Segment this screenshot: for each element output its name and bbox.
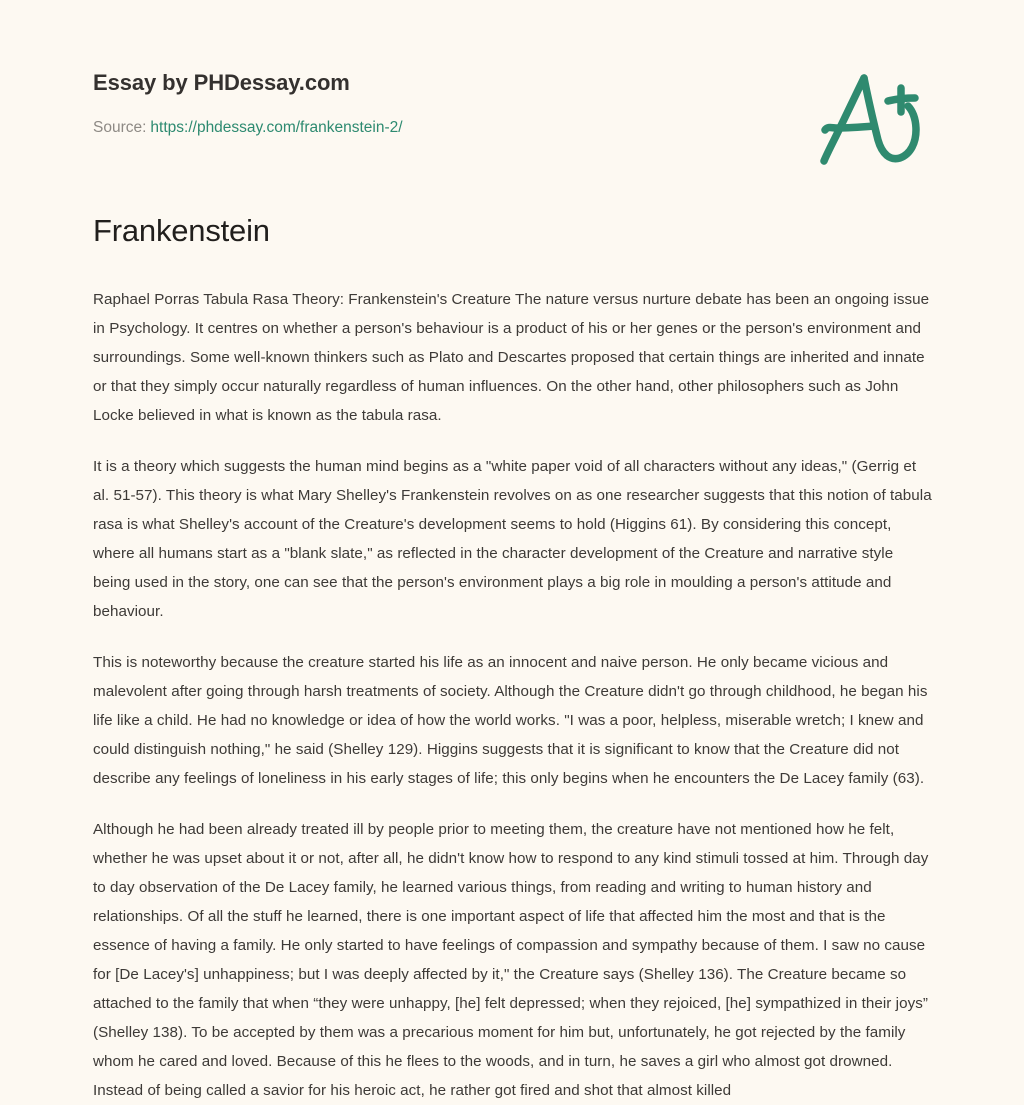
article-body	[93, 212, 933, 1105]
a-plus-logo-icon	[812, 68, 930, 170]
paragraph: Raphael Porras Tabula Rasa Theory: Frankenstein's Creature The nature versus nurture debate has been an ongoing issue in Psychology. It centres on whether a person's behaviour is a product of his or her genes or the person's environment and surroundings. Some well-known thinkers such as Plato and Descartes proposed that certain things are inherited and innate or that they simply occur naturally regardless of human influences. On the other hand, other philosophers such as John Locke believed in what is known as the tabula rasa.	[93, 291, 930, 425]
paragraph: This is noteworthy because the creature started his life as an innocent and naive person. He only became vicious and malevolent after going through harsh treatments of society. Although the Creature didn't go through childhood, he began his life like a child. He had no knowledge or idea of how the world works. "I was a poor, helpless, miserable wretch; I knew and could distinguish nothing," he said (Shelley 129). Higgins suggests that it is significant to know that the Creature did not describe any feelings of loneliness in his early stages of life; this only begins when he encounters the De Lacey family (63).	[93, 654, 928, 788]
page-header	[0, 0, 1024, 190]
brand-title: Essay by PHDessay.com	[93, 70, 350, 95]
page-title: Frankenstein	[93, 213, 270, 248]
source-url-link[interactable]: https://phdessay.com/frankenstein-2/	[150, 119, 403, 136]
source-line	[93, 119, 403, 137]
source-label: Source:	[93, 119, 147, 136]
paragraph: Although he had been already treated ill by people prior to meeting them, the creature have not mentioned how he felt, whether he was upset about it or not, after all, he didn't know how to respond to any kind stimuli tossed at him. Through day to day observation of the De Lacey family, he learned various things, from reading and writing to human history and relationships. Of all the stuff he learned, there is one important aspect of life that affected him the most and that is the essence of having a family. He only started to have feelings of compassion and sympathy because of them. I saw no cause for [De Lacey's] unhappiness; but I was deeply affected by it," the Creature says (Shelley 136). The Creature became so attached to the family that when “they were unhappy, [he] felt depressed; when they rejoiced, [he] sympathized in their joys” (Shelley 138). To be accepted by them was a precarious moment for him but, unfortunately, he got rejected by the family whom he cared and loved. Because of this he flees to the woods, and in turn, he saves a girl who almost got drowned. Instead of being called a savior for his heroic act, he rather got fired and shot that almost killed	[93, 821, 929, 1100]
paragraph: It is a theory which suggests the human mind begins as a "white paper void of all characters without any ideas," (Gerrig et al. 51-57). This theory is what Mary Shelley's Frankenstein revolves on as one researcher suggests that this notion of tabula rasa is what Shelley's account of the Creature's development seems to hold (Higgins 61). By considering this concept, where all humans start as a "blank slate," as reflected in the character development of the Creature and narrative style being used in the story, one can see that the person's environment plays a big role in moulding a person's attitude and behaviour.	[93, 458, 932, 621]
